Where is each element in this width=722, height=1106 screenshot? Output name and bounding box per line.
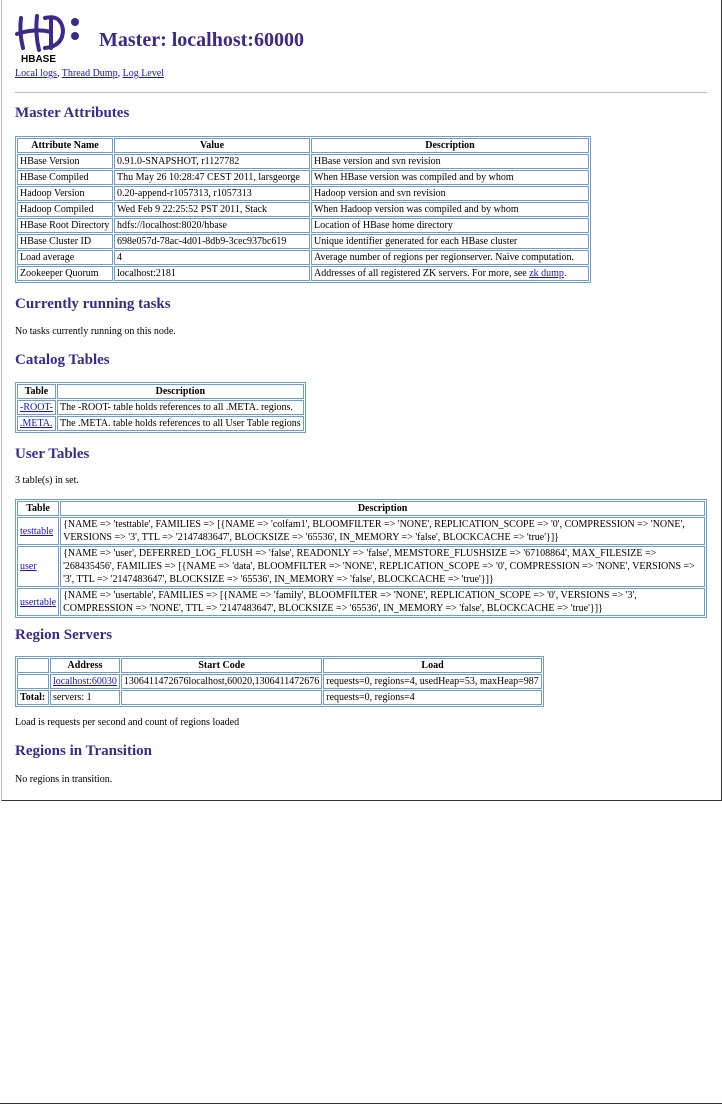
table-row <box>17 416 304 431</box>
zk-description-text: Addresses of all registered ZK servers. For more, see <box>314 268 530 279</box>
table-row <box>17 588 705 616</box>
running-tasks-message: No tasks currently running on this node. <box>15 326 176 337</box>
attribute-name: Hadoop Version <box>17 186 113 201</box>
attribute-name: HBase Version <box>17 154 113 169</box>
table-description: {NAME => 'usertable', FAMILIES => [{NAME => 'family', BLOOMFILTER => 'NONE', REPLICATION_SCOPE => '0', VERSIONS => '3', COMPRESSION => 'NONE', TTL => '2147483647', BLOCKSIZE => '65536', IN_MEMORY => 'false', BLOCKCACHE => 'true'}]} <box>60 588 705 616</box>
testtable-link[interactable]: testtable <box>20 525 54 537</box>
attribute-value: hdfs://localhost:8020/hbase <box>114 218 310 233</box>
user-table-link[interactable]: user <box>20 561 37 572</box>
table-description: The -ROOT- table holds references to all .META. regions. <box>57 400 304 415</box>
thread-dump-link[interactable]: Thread Dump <box>61 68 118 79</box>
catalog-tables-table <box>15 382 306 433</box>
meta-table-link[interactable]: .META. <box>20 418 53 429</box>
master-attributes-heading: Master Attributes <box>15 105 130 121</box>
table-row <box>17 546 705 587</box>
table-header-row <box>17 501 705 516</box>
attribute-name: HBase Compiled <box>17 170 113 185</box>
column-header: Address <box>50 658 120 673</box>
svg-text:HBASE: HBASE <box>21 54 57 64</box>
attribute-value: Thu May 26 10:28:47 CEST 2011, larsgeorge <box>114 170 310 185</box>
column-header: Table <box>17 384 56 399</box>
column-header: Description <box>57 384 304 399</box>
column-header: Description <box>311 138 589 153</box>
table-row <box>17 674 542 689</box>
user-tables-count: 3 table(s) in set. <box>15 475 79 486</box>
region-servers-heading: Region Servers <box>15 627 113 643</box>
table-row <box>17 218 589 233</box>
table-header-row <box>17 384 304 399</box>
attribute-value: 4 <box>114 250 310 265</box>
region-servers-table <box>15 656 544 707</box>
table-header-row <box>17 138 589 153</box>
table-row <box>17 234 589 249</box>
top-links: Local logs, Thread Dump, Log Level <box>15 68 164 79</box>
total-blank <box>121 690 322 705</box>
master-attributes-table <box>15 136 591 283</box>
server-load: requests=0, regions=4, usedHeap=53, maxHeap=987 <box>323 674 542 689</box>
hbase-logo <box>15 12 97 64</box>
user-tables-table <box>15 499 707 618</box>
total-load: requests=0, regions=4 <box>323 690 542 705</box>
attribute-value: Wed Feb 9 22:25:52 PST 2011, Stack <box>114 202 310 217</box>
zk-dump-link[interactable]: zk dump <box>529 268 564 279</box>
total-row <box>17 690 542 705</box>
table-description: {NAME => 'user', DEFERRED_LOG_FLUSH => 'false', READONLY => 'false', MEMSTORE_FLUSHSIZE => '67108864', MAX_FILESIZE => '268435456', FAMILIES => [{NAME => 'data', BLOOMFILTER => 'NONE', REPLICATION_SCOPE => '0', COMPRESSION => 'NONE', VERSIONS => '3', TTL => '2147483647', BLOCKSIZE => '65536', IN_MEMORY => 'false', BLOCKCACHE => 'true'}]} <box>60 546 705 587</box>
table-row <box>17 170 589 185</box>
attribute-value: 0.20-append-r1057313, r1057313 <box>114 186 310 201</box>
attribute-name: Hadoop Compiled <box>17 202 113 217</box>
load-note: Load is requests per second and count of regions loaded <box>15 717 240 728</box>
attribute-description: Average number of regions per regionserver. Naive computation. <box>311 250 589 265</box>
running-tasks-heading: Currently running tasks <box>15 296 171 312</box>
column-header: Description <box>60 501 705 516</box>
user-tables-heading: User Tables <box>15 446 90 462</box>
attribute-name: HBase Cluster ID <box>17 234 113 249</box>
column-header <box>17 658 49 673</box>
local-logs-link[interactable]: Local logs <box>15 68 57 79</box>
attribute-description: Location of HBase home directory <box>311 218 589 233</box>
usertable-link[interactable]: usertable <box>20 596 57 608</box>
table-row <box>17 266 589 281</box>
table-row <box>17 186 589 201</box>
column-header: Table <box>17 501 59 516</box>
attribute-value: 0.91.0-SNAPSHOT, r1127782 <box>114 154 310 169</box>
table-row <box>17 202 589 217</box>
attribute-value: localhost:2181 <box>114 266 310 281</box>
regions-in-transition-heading: Regions in Transition <box>15 743 152 759</box>
column-header: Attribute Name <box>17 138 113 153</box>
attribute-description: Hadoop version and svn revision <box>311 186 589 201</box>
column-header: Start Code <box>121 658 322 673</box>
attribute-name: Zookeeper Quorum <box>17 266 113 281</box>
catalog-tables-heading: Catalog Tables <box>15 352 110 368</box>
log-level-link[interactable]: Log Level <box>122 68 164 79</box>
start-code: 1306411472676localhost,60020,1306411472676 <box>121 674 322 689</box>
attribute-description: HBase version and svn revision <box>311 154 589 169</box>
total-label: Total: <box>17 690 49 705</box>
attribute-description: When HBase version was compiled and by whom <box>311 170 589 185</box>
divider <box>15 92 707 93</box>
table-row <box>17 400 304 415</box>
attribute-name: HBase Root Directory <box>17 218 113 233</box>
table-row <box>17 517 705 545</box>
column-header: Value <box>114 138 310 153</box>
table-header-row <box>17 658 542 673</box>
attribute-description <box>311 266 589 281</box>
page-title: Master: localhost:60000 <box>99 29 304 51</box>
attribute-name: Load average <box>17 250 113 265</box>
table-description: {NAME => 'testtable', FAMILIES => [{NAME => 'colfam1', BLOOMFILTER => 'NONE', REPLICATION_SCOPE => '0', COMPRESSION => 'NONE', VERSIONS => '3', TTL => '2147483647', BLOCKSIZE => '65536', IN_MEMORY => 'false', BLOCKCACHE => 'true'}]} <box>60 517 705 545</box>
table-row <box>17 154 589 169</box>
attribute-description: When Hadoop version was compiled and by whom <box>311 202 589 217</box>
attribute-description: Unique identifier generated for each HBase cluster <box>311 234 589 249</box>
zk-suffix: . <box>563 268 567 279</box>
root-table-link[interactable]: -ROOT- <box>20 402 53 413</box>
attribute-value: 698e057d-78ac-4d01-8db9-3cec937bc619 <box>114 234 310 249</box>
regions-in-transition-message: No regions in transition. <box>15 774 113 785</box>
column-header: Load <box>323 658 542 673</box>
total-servers: servers: 1 <box>50 690 120 705</box>
table-row <box>17 250 589 265</box>
bottom-divider <box>0 1103 722 1104</box>
table-description: The .META. table holds references to all User Table regions <box>57 416 304 431</box>
region-server-address-link[interactable]: localhost:60030 <box>53 676 117 687</box>
